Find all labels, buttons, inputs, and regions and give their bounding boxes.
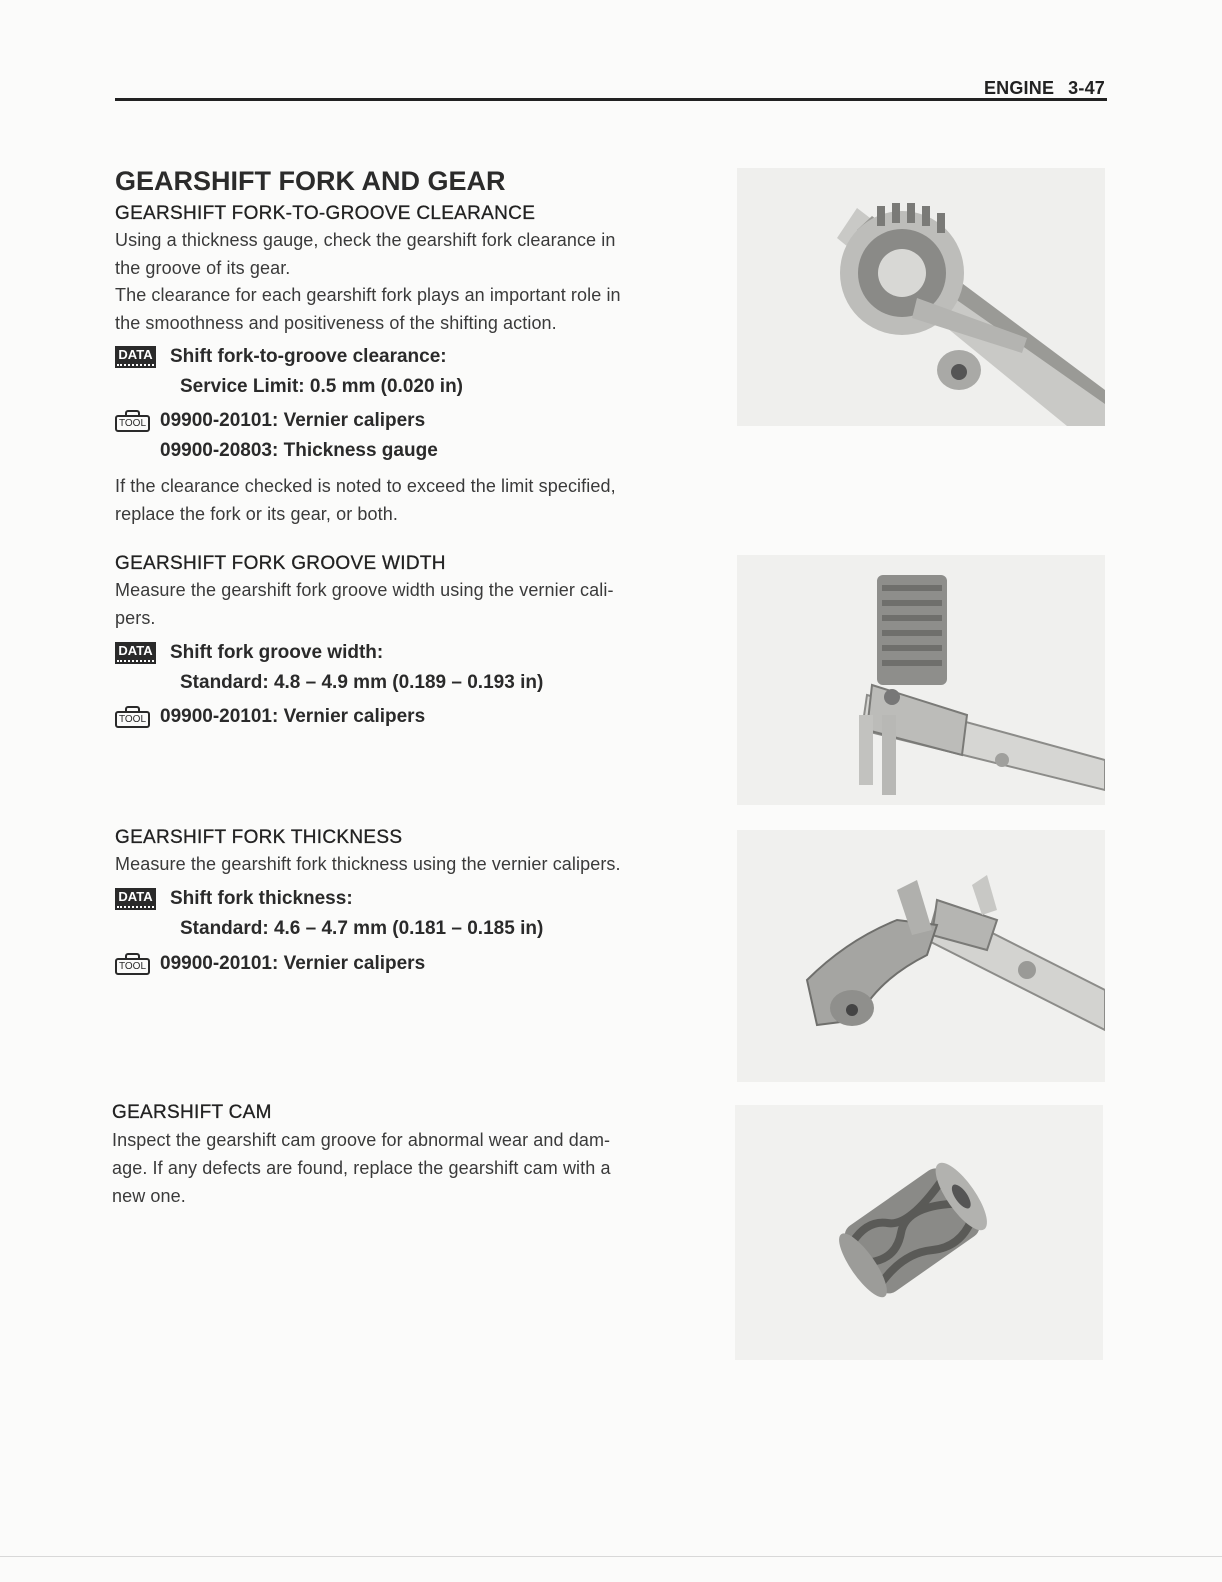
spec-value: Standard: 4.8 – 4.9 mm (0.189 – 0.193 in)	[180, 672, 544, 693]
tool-item: 09900-20101: Vernier calipers	[160, 410, 426, 431]
text-line: replace the fork or its gear, or both.	[115, 504, 398, 524]
cam-heading: GEARSHIFT CAM	[112, 1102, 272, 1123]
thickness-heading: GEARSHIFT FORK THICKNESS	[115, 827, 403, 848]
photo-vernier-fork-thickness	[737, 830, 1105, 1082]
page-title: GEARSHIFT FORK AND GEAR	[115, 166, 506, 196]
tool-icon: TOOL	[115, 706, 150, 728]
photo-gearshift-cam	[735, 1105, 1103, 1360]
text-line: pers.	[115, 608, 156, 628]
thickness-tools	[115, 949, 425, 979]
thickness-spec	[115, 884, 543, 944]
tool-item: 09900-20101: Vernier calipers	[160, 706, 426, 727]
clearance-spec	[115, 342, 463, 402]
header-page-number: 3-47	[1068, 78, 1105, 98]
data-icon: DATA	[115, 642, 156, 664]
text-line: Measure the gearshift fork groove width using the vernier cali-	[115, 580, 614, 600]
header-section: ENGINE	[983, 78, 1055, 98]
spec-value: Service Limit: 0.5 mm (0.020 in)	[180, 376, 464, 397]
spec-value: Standard: 4.6 – 4.7 mm (0.181 – 0.185 in)	[180, 918, 544, 939]
clearance-tools	[115, 406, 438, 466]
thickness-paragraph	[115, 850, 710, 878]
tool-icon: TOOL	[115, 953, 150, 975]
groove-width-heading: GEARSHIFT FORK GROOVE WIDTH	[115, 553, 446, 574]
spec-label: Shift fork groove width:	[170, 642, 384, 663]
data-icon: DATA	[115, 888, 156, 910]
text-line: Measure the gearshift fork thickness using the vernier calipers.	[115, 854, 621, 874]
clearance-heading: GEARSHIFT FORK-TO-GROOVE CLEARANCE	[115, 203, 536, 224]
text-line: the groove of its gear.	[115, 258, 291, 278]
text-line: The clearance for each gearshift fork plays an important role in	[115, 285, 621, 305]
photo-vernier-groove-width	[737, 555, 1105, 805]
text-line: age. If any defects are found, replace the gearshift cam with a	[112, 1158, 611, 1178]
page-header	[115, 78, 1107, 102]
tool-icon: TOOL	[115, 410, 150, 432]
spec-label: Shift fork thickness:	[170, 888, 353, 909]
header-text	[984, 78, 1105, 99]
text-line: the smoothness and positiveness of the shifting action.	[115, 313, 557, 333]
text-line: Using a thickness gauge, check the gearshift fork clearance in	[115, 230, 616, 250]
photo-thickness-gauge-on-gear	[737, 168, 1105, 426]
groove-width-paragraph	[115, 576, 710, 632]
clearance-paragraph-2	[115, 281, 710, 337]
groove-width-tools	[115, 702, 425, 732]
clearance-paragraph-1	[115, 226, 710, 282]
text-line: new one.	[112, 1186, 186, 1206]
text-line: If the clearance checked is noted to exceed the limit specified,	[115, 476, 616, 496]
clearance-paragraph-3	[115, 472, 710, 528]
cam-paragraph	[112, 1126, 707, 1210]
header-rule	[115, 98, 1107, 101]
groove-width-spec	[115, 638, 543, 698]
tool-item: 09900-20803: Thickness gauge	[160, 440, 438, 461]
tool-item: 09900-20101: Vernier calipers	[160, 953, 426, 974]
spec-label: Shift fork-to-groove clearance:	[170, 346, 447, 367]
data-icon: DATA	[115, 346, 156, 368]
page-bottom-edge	[0, 1556, 1222, 1557]
text-line: Inspect the gearshift cam groove for abnormal wear and dam-	[112, 1130, 611, 1150]
